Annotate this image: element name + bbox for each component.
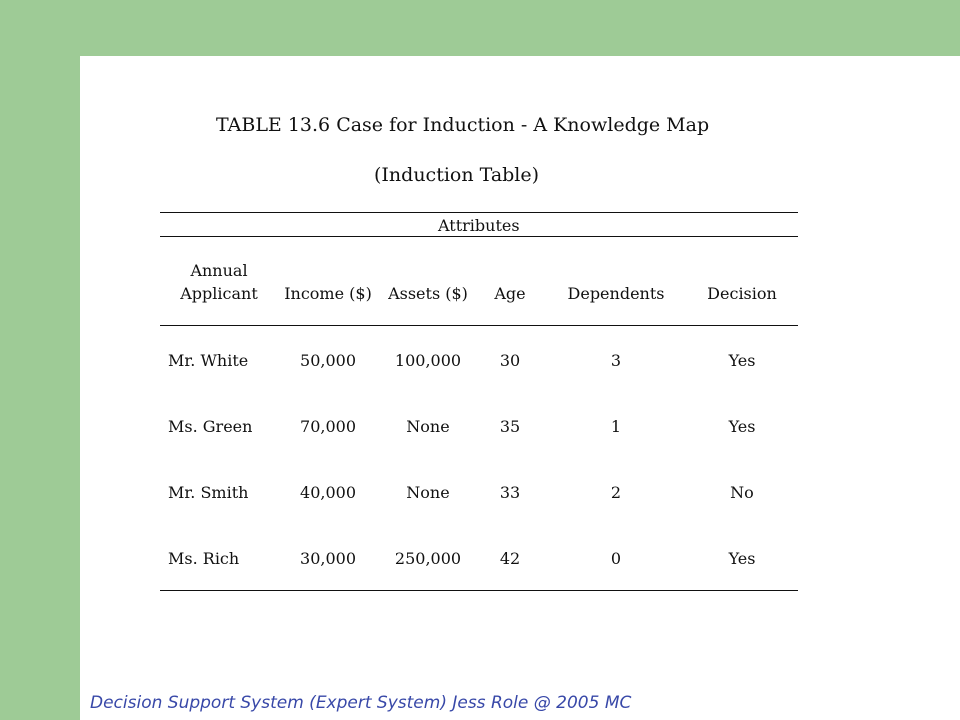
row-4-assets: 250,000 [394, 549, 462, 568]
row-3-decision: No [730, 483, 754, 502]
row-1-assets: 100,000 [394, 351, 462, 370]
row-3-age: 33 [499, 483, 521, 502]
header-decision: Decision [707, 284, 777, 303]
row-2-dependents: 1 [610, 417, 622, 436]
rule-top [160, 212, 798, 213]
header-annual: Annual [190, 261, 248, 280]
header-income: Income ($) [284, 284, 372, 303]
table-subtitle: (Induction Table) [374, 164, 540, 186]
content-panel [80, 56, 960, 720]
row-4-income: 30,000 [300, 549, 356, 568]
row-4-decision: Yes [728, 549, 756, 568]
row-2-assets: None [406, 417, 450, 436]
header-applicant: Applicant [180, 284, 258, 303]
row-1-applicant: Mr. White [168, 351, 249, 370]
row-3-income: 40,000 [300, 483, 356, 502]
row-2-income: 70,000 [300, 417, 356, 436]
row-3-applicant: Mr. Smith [168, 483, 249, 502]
row-3-assets: None [406, 483, 450, 502]
row-4-age: 42 [499, 549, 521, 568]
row-2-age: 35 [499, 417, 521, 436]
row-1-age: 30 [499, 351, 521, 370]
row-3-dependents: 2 [610, 483, 622, 502]
row-1-decision: Yes [728, 351, 756, 370]
row-2-applicant: Ms. Green [168, 417, 253, 436]
rule-header [160, 325, 798, 326]
attributes-header: Attributes [438, 216, 520, 235]
header-dependents: Dependents [567, 284, 665, 303]
row-2-decision: Yes [728, 417, 756, 436]
row-4-applicant: Ms. Rich [168, 549, 240, 568]
header-age: Age [494, 284, 526, 303]
rule-attributes [160, 236, 798, 237]
row-4-dependents: 0 [610, 549, 622, 568]
row-1-income: 50,000 [300, 351, 356, 370]
row-1-dependents: 3 [610, 351, 622, 370]
table-title: TABLE 13.6 Case for Induction - A Knowledge Map [216, 114, 710, 136]
footer-caption: Decision Support System (Expert System) Jess Role @ 2005 MC [90, 693, 632, 713]
header-assets: Assets ($) [388, 284, 468, 303]
rule-bottom [160, 590, 798, 591]
